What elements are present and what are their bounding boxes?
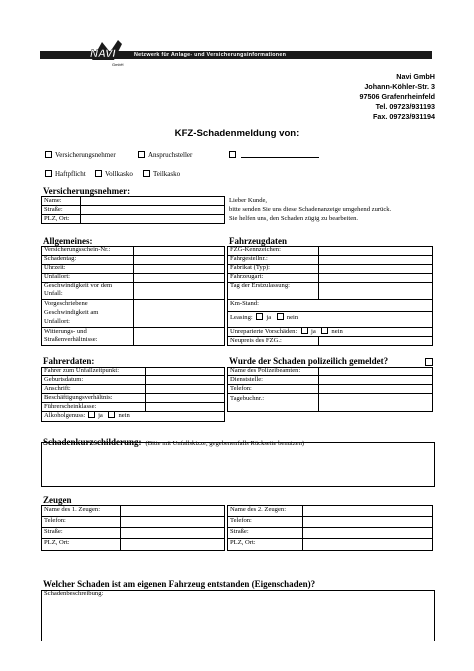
allg-vsnr-label: Versicherungsschein-Nr.: [44,246,111,253]
checkbox[interactable] [138,151,145,158]
option-teilkasko[interactable]: Teilkasko [143,170,180,178]
zeuge2-name-label: Name des 2. Zeugen: [230,506,287,513]
address-phone: Tel. 09723/931193 [375,102,435,111]
page-title: KFZ-Schadenmeldung von: [174,128,300,139]
allg-fields-input[interactable] [135,247,223,344]
zeuge2-fields-input[interactable] [304,506,431,549]
vorschaeden-ja-checkbox[interactable] [301,327,308,334]
vn-note-line2: bitte senden Sie uns diese Schadenanzeige umgehend zurück. [229,206,392,213]
svg-text:GmbH: GmbH [112,62,124,67]
vn-name-label: Name: [44,197,62,204]
address-street: Johann-Köhler-Str. 3 [364,82,435,91]
fahrer-fuehrerschein-label: Führerscheinklasse: [44,403,97,410]
checkbox[interactable] [95,170,102,177]
section-eigenschaden: Welcher Schaden ist am eigenen Fahrzeug entstanden (Eigenschaden)? [43,579,316,589]
allg-geschw-label-2: Unfall: [44,290,63,297]
address-city: 97506 Grafenrheinfeld [359,92,435,101]
vn-note-line1: Lieber Kunde, [229,197,268,204]
fzg-erstzulassung-label: Tag der Erstzulassung: [230,282,290,289]
zeuge1-strasse-label: Straße: [44,528,63,535]
fzg-fabrikat-label: Fabrikat (Typ): [230,264,271,271]
section-versicherungsnehmer: Versicherungsnehmer: [43,186,131,196]
polizei-fields-input[interactable] [320,368,431,410]
allg-geschw-label-1: Geschwindigkeit vor dem [44,282,113,289]
allg-schadentag-label: Schadentag: [44,255,77,262]
vn-strasse-field[interactable] [82,206,223,214]
section-polizei: Wurde der Schaden polizeilich gemeldet? [229,356,389,366]
fzg-kmstand-label: Km-Stand: [230,300,259,307]
allg-witterung-label-2: Straßenverhältnisse: [44,336,98,343]
fahrer-name-label: Fahrer zum Unfallzeitpunkt: [44,367,120,374]
vn-strasse-label: Straße: [44,206,63,213]
checkbox[interactable] [45,170,52,177]
fahrer-beschaeftigung-label: Beschäftigungsverhältnis: [44,394,113,401]
zeuge1-telefon-label: Telefon: [44,517,66,524]
polizei-tagebuch-label: Tagebuchnr.: [230,395,265,402]
checkbox[interactable] [45,151,52,158]
alkohol-nein-checkbox[interactable] [108,411,115,418]
option-anspruchsteller[interactable]: Anspruchsteller [138,151,192,159]
fahrer-geburt-label: Geburtsdatum: [44,376,84,383]
zeuge2-telefon-label: Telefon: [230,517,252,524]
allg-vorgeschr-label-2: Geschwindigkeit am [44,309,99,316]
leasing-ja-checkbox[interactable] [256,313,263,320]
section-zeugen: Zeugen [43,495,72,505]
vn-plz-label: PLZ, Ort: [44,215,70,222]
vn-note-line3: Sie helfen uns, den Schaden zügig zu bearbeiten. [229,215,359,222]
polizei-checkbox[interactable] [425,358,433,366]
fahrer-fields-input[interactable] [147,368,223,410]
zeuge2-strasse-label: Straße: [230,528,249,535]
zeuge1-plz-label: PLZ, Ort: [44,539,70,546]
fahrer-alkohol-row: Alkoholgenuss: ja nein [44,412,130,420]
fzg-vorschaeden-row: Unreparierte Vorschäden: ja nein [230,328,343,336]
fzg-leasing-row: Leasing: ja nein [230,314,299,322]
address-fax: Fax. 09723/931194 [373,112,435,121]
zeuge1-fields-input[interactable] [122,506,223,549]
checkbox[interactable] [229,151,236,158]
address-company: Navi GmbH [396,72,435,81]
zeuge2-plz-label: PLZ, Ort: [230,539,256,546]
section-fahrzeugdaten: Fahrzeugdaten [229,236,287,246]
fzg-art-label: Fahrzeugart: [230,273,264,280]
fzg-fahrgestell-label: Fahrgestellnr.: [230,255,268,262]
leasing-nein-checkbox[interactable] [277,313,284,320]
fahrer-anschrift-label: Anschrift: [44,385,71,392]
allg-vorgeschr-label-1: Vorgeschriebene [44,300,88,307]
polizei-dienststelle-label: Dienststelle: [230,376,263,383]
allg-uhrzeit-label: Uhrzeit: [44,264,66,271]
svg-text:NAVI: NAVI [90,48,116,60]
section-kurzschilderung: Schadenkurzschilderung: (Bitte mit Unfallskizze, gegebenenfalls Rückseite benutzen) [43,437,305,447]
allg-vorgeschr-label-3: Unfallort: [44,318,71,325]
fzg-fields-input[interactable] [320,247,431,298]
checkbox[interactable] [143,170,150,177]
polizei-name-label: Name des Polizeibeamten: [230,367,301,374]
header-tagline: Netzwerk für Anlage- und Versicherungsinformationen [134,52,287,58]
kurzschilderung-textarea[interactable] [41,442,435,487]
allg-witterung-label-1: Witterungs- und [44,328,87,335]
vorschaeden-nein-checkbox[interactable] [321,327,328,334]
fzg-neupreis-label: Neupreis des FZG.: [230,337,282,344]
zeuge1-name-label: Name des 1. Zeugen: [44,506,101,513]
vn-plz-field[interactable] [82,215,223,223]
navi-logo [88,38,134,68]
option-haftpflicht[interactable]: Haftpflicht [45,170,86,178]
option-other[interactable] [229,151,239,159]
allg-unfallort-label: Unfallort: [44,273,71,280]
alkohol-ja-checkbox[interactable] [88,411,95,418]
option-versicherungsnehmer[interactable]: Versicherungsnehmer [45,151,116,159]
option-vollkasko[interactable]: Vollkasko [95,170,133,178]
section-allgemeines: Allgemeines: [43,236,93,246]
fzg-kennzeichen-label: FZG-Kennzeichen: [230,246,281,253]
polizei-telefon-label: Telefon: [230,385,252,392]
eigenschaden-label: Schadenbeschreibung: [44,590,104,597]
vn-name-field[interactable] [82,197,223,205]
section-fahrerdaten: Fahrerdaten: [43,356,95,366]
